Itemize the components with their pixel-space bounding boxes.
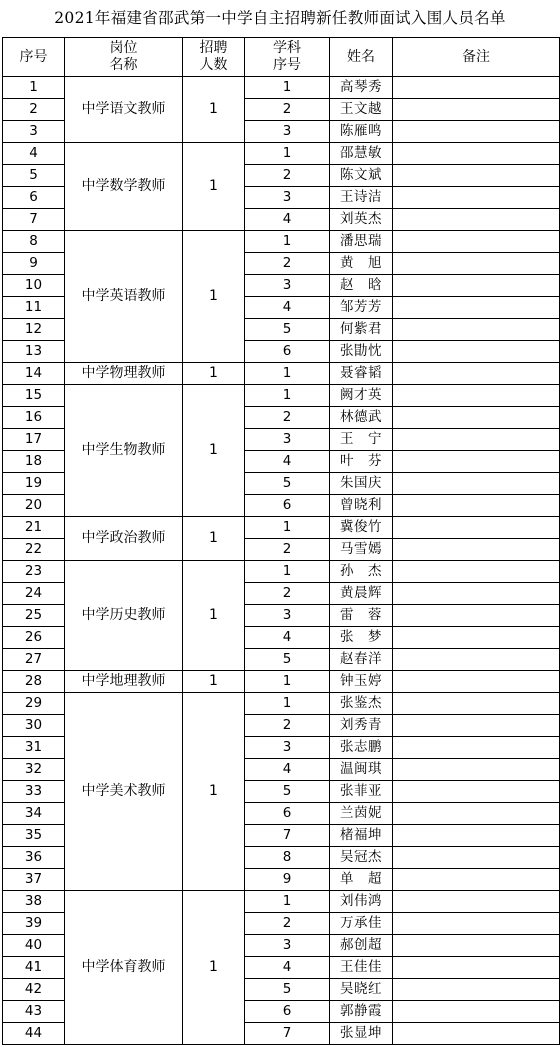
name-cell: 钟玉婷	[330, 671, 393, 693]
header-recruit-line2: 人数	[199, 57, 228, 73]
subject-seq-cell: 2	[245, 165, 330, 187]
note-cell	[393, 913, 560, 935]
position-cell: 中学英语教师	[65, 231, 183, 363]
name-cell: 潘思瑞	[330, 231, 393, 253]
note-cell	[393, 253, 560, 275]
subject-seq-cell: 1	[245, 517, 330, 539]
note-cell	[393, 539, 560, 561]
subject-seq-cell: 7	[245, 1023, 330, 1045]
subject-seq-cell: 4	[245, 759, 330, 781]
name-cell: 郝创超	[330, 935, 393, 957]
note-cell	[393, 407, 560, 429]
position-cell: 中学美术教师	[65, 693, 183, 891]
seq-cell: 6	[3, 187, 65, 209]
note-cell	[393, 979, 560, 1001]
position-cell: 中学体育教师	[65, 891, 183, 1045]
name-cell: 冀俊竹	[330, 517, 393, 539]
note-cell	[393, 1001, 560, 1023]
seq-cell: 44	[3, 1023, 65, 1045]
header-subject-seq	[245, 38, 330, 77]
subject-seq-cell: 6	[245, 341, 330, 363]
name-cell: 刘秀青	[330, 715, 393, 737]
subject-seq-cell: 3	[245, 605, 330, 627]
seq-cell: 22	[3, 539, 65, 561]
seq-cell: 20	[3, 495, 65, 517]
note-cell	[393, 451, 560, 473]
seq-cell: 27	[3, 649, 65, 671]
note-cell	[393, 429, 560, 451]
note-cell	[393, 825, 560, 847]
note-cell	[393, 869, 560, 891]
note-cell	[393, 165, 560, 187]
name-cell: 王诗洁	[330, 187, 393, 209]
note-cell	[393, 187, 560, 209]
subject-seq-cell: 3	[245, 429, 330, 451]
note-cell	[393, 385, 560, 407]
note-cell	[393, 671, 560, 693]
subject-seq-cell: 2	[245, 253, 330, 275]
seq-cell: 35	[3, 825, 65, 847]
subject-seq-cell: 1	[245, 231, 330, 253]
seq-cell: 8	[3, 231, 65, 253]
table-row	[3, 693, 560, 715]
name-cell: 聂睿韬	[330, 363, 393, 385]
name-cell: 朱国庆	[330, 473, 393, 495]
table-row	[3, 143, 560, 165]
seq-cell: 33	[3, 781, 65, 803]
seq-cell: 13	[3, 341, 65, 363]
subject-seq-cell: 2	[245, 539, 330, 561]
note-cell	[393, 583, 560, 605]
note-cell	[393, 209, 560, 231]
name-cell: 王佳佳	[330, 957, 393, 979]
note-cell	[393, 781, 560, 803]
table-row	[3, 561, 560, 583]
header-position-line1: 岗位	[109, 40, 138, 56]
subject-seq-cell: 7	[245, 825, 330, 847]
recruit-count-cell: 1	[183, 143, 245, 231]
position-cell: 中学生物教师	[65, 385, 183, 517]
note-cell	[393, 693, 560, 715]
header-seq: 序号	[3, 38, 65, 77]
note-cell	[393, 759, 560, 781]
name-cell: 曾晓利	[330, 495, 393, 517]
seq-cell: 41	[3, 957, 65, 979]
recruit-count-cell: 1	[183, 231, 245, 363]
seq-cell: 36	[3, 847, 65, 869]
name-cell: 张鉴杰	[330, 693, 393, 715]
position-cell: 中学物理教师	[65, 363, 183, 385]
seq-cell: 5	[3, 165, 65, 187]
recruit-count-cell: 1	[183, 891, 245, 1045]
name-cell: 赵春洋	[330, 649, 393, 671]
name-cell: 邵慧敏	[330, 143, 393, 165]
recruit-count-cell: 1	[183, 561, 245, 671]
seq-cell: 34	[3, 803, 65, 825]
subject-seq-cell: 1	[245, 561, 330, 583]
position-cell: 中学地理教师	[65, 671, 183, 693]
table-header	[3, 38, 560, 77]
name-cell: 张 梦	[330, 627, 393, 649]
name-cell: 温闽琪	[330, 759, 393, 781]
seq-cell: 7	[3, 209, 65, 231]
note-cell	[393, 715, 560, 737]
name-cell: 赵 晗	[330, 275, 393, 297]
seq-cell: 43	[3, 1001, 65, 1023]
subject-seq-cell: 1	[245, 693, 330, 715]
seq-cell: 12	[3, 319, 65, 341]
header-position-line2: 名称	[109, 57, 138, 73]
seq-cell: 32	[3, 759, 65, 781]
subject-seq-cell: 5	[245, 319, 330, 341]
position-cell: 中学政治教师	[65, 517, 183, 561]
table-row	[3, 671, 560, 693]
seq-cell: 24	[3, 583, 65, 605]
name-cell: 楮福坤	[330, 825, 393, 847]
name-cell: 王 宁	[330, 429, 393, 451]
seq-cell: 31	[3, 737, 65, 759]
name-cell: 林德武	[330, 407, 393, 429]
name-cell: 叶 芬	[330, 451, 393, 473]
seq-cell: 10	[3, 275, 65, 297]
subject-seq-cell: 1	[245, 385, 330, 407]
name-cell: 万承佳	[330, 913, 393, 935]
subject-seq-cell: 2	[245, 913, 330, 935]
name-cell: 黄 旭	[330, 253, 393, 275]
subject-seq-cell: 2	[245, 407, 330, 429]
seq-cell: 42	[3, 979, 65, 1001]
seq-cell: 26	[3, 627, 65, 649]
name-cell: 张显坤	[330, 1023, 393, 1045]
note-cell	[393, 231, 560, 253]
note-cell	[393, 99, 560, 121]
seq-cell: 17	[3, 429, 65, 451]
subject-seq-cell: 5	[245, 473, 330, 495]
seq-cell: 40	[3, 935, 65, 957]
name-cell: 高琴秀	[330, 77, 393, 99]
note-cell	[393, 275, 560, 297]
subject-seq-cell: 6	[245, 495, 330, 517]
subject-seq-cell: 9	[245, 869, 330, 891]
recruit-count-cell: 1	[183, 671, 245, 693]
subject-seq-cell: 2	[245, 715, 330, 737]
page-title: 2021年福建省邵武第一中学自主招聘新任教师面试入围人员名单	[54, 9, 506, 27]
note-cell	[393, 803, 560, 825]
table-row	[3, 385, 560, 407]
note-cell	[393, 495, 560, 517]
position-cell: 中学语文教师	[65, 77, 183, 143]
table-row	[3, 363, 560, 385]
name-cell: 张菲亚	[330, 781, 393, 803]
note-cell	[393, 605, 560, 627]
note-cell	[393, 1023, 560, 1045]
header-recruit-line1: 招聘	[199, 40, 228, 56]
note-cell	[393, 957, 560, 979]
name-cell: 刘伟鸿	[330, 891, 393, 913]
table-row	[3, 77, 560, 99]
subject-seq-cell: 1	[245, 77, 330, 99]
subject-seq-cell: 4	[245, 297, 330, 319]
header-note: 备注	[393, 38, 560, 77]
name-cell: 吴冠杰	[330, 847, 393, 869]
note-cell	[393, 121, 560, 143]
subject-seq-cell: 1	[245, 891, 330, 913]
name-cell: 刘英杰	[330, 209, 393, 231]
seq-cell: 15	[3, 385, 65, 407]
seq-cell: 21	[3, 517, 65, 539]
subject-seq-cell: 1	[245, 363, 330, 385]
note-cell	[393, 847, 560, 869]
name-cell: 何紫君	[330, 319, 393, 341]
seq-cell: 23	[3, 561, 65, 583]
name-cell: 马雪嫣	[330, 539, 393, 561]
position-cell: 中学历史教师	[65, 561, 183, 671]
recruit-count-cell: 1	[183, 693, 245, 891]
subject-seq-cell: 6	[245, 1001, 330, 1023]
note-cell	[393, 143, 560, 165]
name-cell: 雷 蓉	[330, 605, 393, 627]
subject-seq-cell: 3	[245, 275, 330, 297]
subject-seq-cell: 4	[245, 627, 330, 649]
table-row	[3, 231, 560, 253]
name-cell: 黄晨辉	[330, 583, 393, 605]
note-cell	[393, 517, 560, 539]
subject-seq-cell: 1	[245, 143, 330, 165]
note-cell	[393, 649, 560, 671]
seq-cell: 37	[3, 869, 65, 891]
name-cell: 单 超	[330, 869, 393, 891]
seq-cell: 29	[3, 693, 65, 715]
recruit-count-cell: 1	[183, 385, 245, 517]
seq-cell: 4	[3, 143, 65, 165]
seq-cell: 30	[3, 715, 65, 737]
subject-seq-cell: 3	[245, 121, 330, 143]
candidate-table	[2, 37, 560, 1045]
subject-seq-cell: 3	[245, 187, 330, 209]
header-position	[65, 38, 183, 77]
seq-cell: 28	[3, 671, 65, 693]
subject-seq-cell: 6	[245, 803, 330, 825]
seq-cell: 9	[3, 253, 65, 275]
note-cell	[393, 319, 560, 341]
recruit-count-cell: 1	[183, 517, 245, 561]
seq-cell: 39	[3, 913, 65, 935]
name-cell: 陈文斌	[330, 165, 393, 187]
header-name: 姓名	[330, 38, 393, 77]
subject-seq-cell: 4	[245, 451, 330, 473]
subject-seq-cell: 4	[245, 957, 330, 979]
subject-seq-cell: 2	[245, 99, 330, 121]
note-cell	[393, 297, 560, 319]
note-cell	[393, 341, 560, 363]
name-cell: 邹芳芳	[330, 297, 393, 319]
seq-cell: 19	[3, 473, 65, 495]
note-cell	[393, 473, 560, 495]
header-recruit-count	[183, 38, 245, 77]
note-cell	[393, 561, 560, 583]
name-cell: 孙 杰	[330, 561, 393, 583]
header-subject-seq-line1: 学科	[273, 40, 301, 56]
position-cell: 中学数学教师	[65, 143, 183, 231]
note-cell	[393, 935, 560, 957]
note-cell	[393, 891, 560, 913]
note-cell	[393, 77, 560, 99]
subject-seq-cell: 3	[245, 737, 330, 759]
note-cell	[393, 363, 560, 385]
seq-cell: 16	[3, 407, 65, 429]
name-cell: 郭静霞	[330, 1001, 393, 1023]
seq-cell: 2	[3, 99, 65, 121]
subject-seq-cell: 5	[245, 781, 330, 803]
seq-cell: 1	[3, 77, 65, 99]
name-cell: 张勖忱	[330, 341, 393, 363]
subject-seq-cell: 8	[245, 847, 330, 869]
subject-seq-cell: 2	[245, 583, 330, 605]
name-cell: 阙才英	[330, 385, 393, 407]
note-cell	[393, 627, 560, 649]
seq-cell: 3	[3, 121, 65, 143]
subject-seq-cell: 5	[245, 979, 330, 1001]
seq-cell: 38	[3, 891, 65, 913]
subject-seq-cell: 1	[245, 671, 330, 693]
subject-seq-cell: 4	[245, 209, 330, 231]
table-body	[3, 77, 560, 1045]
note-cell	[393, 737, 560, 759]
seq-cell: 25	[3, 605, 65, 627]
subject-seq-cell: 5	[245, 649, 330, 671]
name-cell: 吴晓红	[330, 979, 393, 1001]
name-cell: 陈雁鸣	[330, 121, 393, 143]
seq-cell: 14	[3, 363, 65, 385]
table-row	[3, 517, 560, 539]
name-cell: 兰茵妮	[330, 803, 393, 825]
subject-seq-cell: 3	[245, 935, 330, 957]
seq-cell: 18	[3, 451, 65, 473]
recruit-count-cell: 1	[183, 77, 245, 143]
name-cell: 张志鹏	[330, 737, 393, 759]
name-cell: 王文越	[330, 99, 393, 121]
header-subject-seq-line2: 序号	[273, 57, 301, 73]
recruit-count-cell: 1	[183, 363, 245, 385]
table-row	[3, 891, 560, 913]
seq-cell: 11	[3, 297, 65, 319]
